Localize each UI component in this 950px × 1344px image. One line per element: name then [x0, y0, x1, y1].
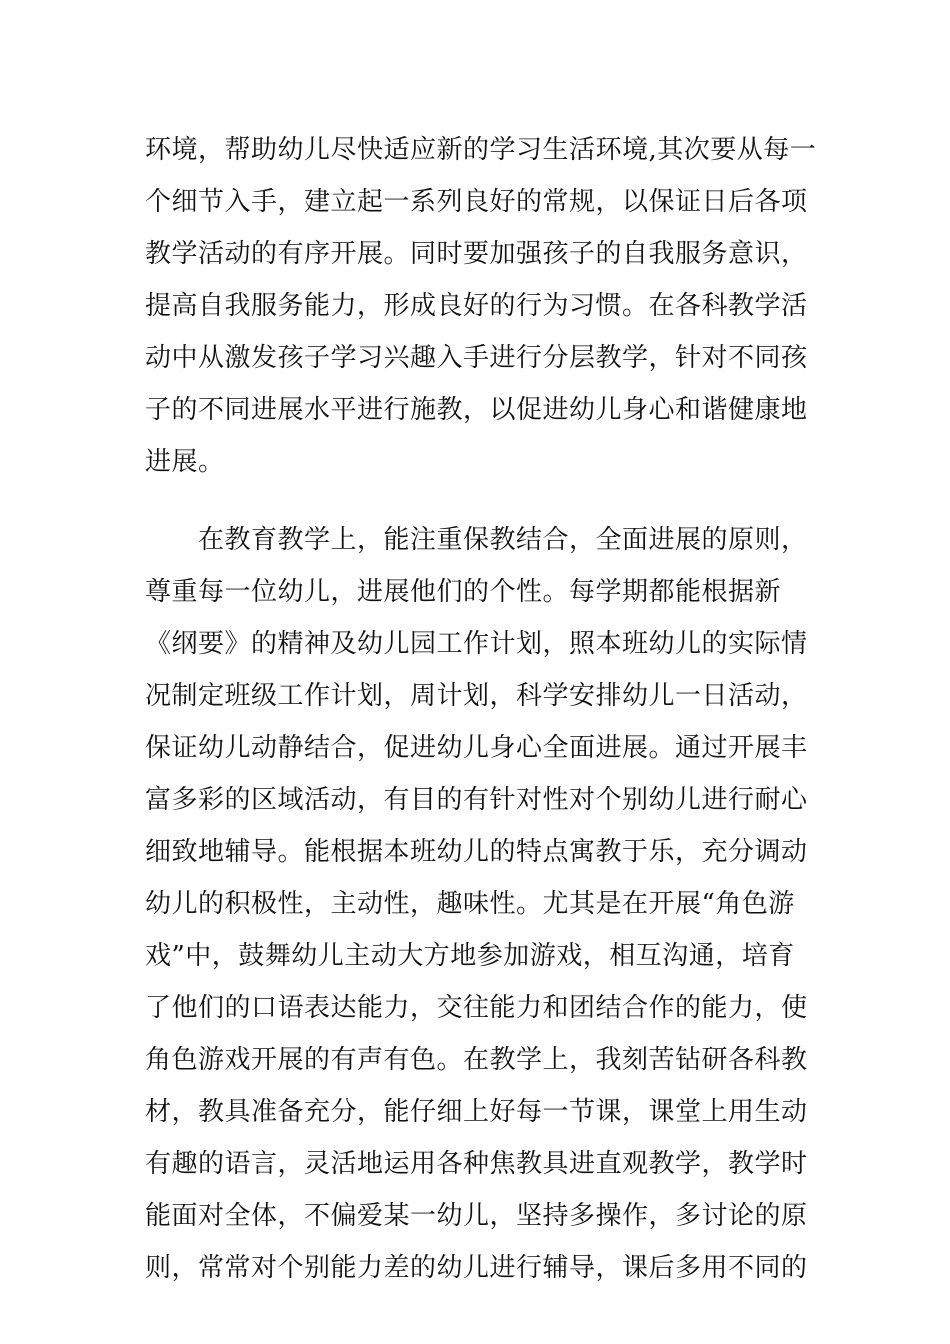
text-line: 有趣的语言，灵活地运用各种焦教具进直观教学，教学时	[145, 1149, 808, 1179]
text-line: 能面对全体，不偏爱某一幼儿，坚持多操作，多讨论的原	[145, 1201, 808, 1231]
text-line: 况制定班级工作计划，周计划，科学安排幼儿一日活动，	[145, 681, 808, 711]
paragraph-2	[145, 514, 815, 1294]
text-line: 《纲要》的精神及幼儿园工作计划，照本班幼儿的实际情	[145, 629, 808, 659]
text-line: 富多彩的区域活动，有目的有针对性对个别幼儿进行耐心	[145, 785, 808, 815]
text-line: 则，常常对个别能力差的幼儿进行辅导，课后多用不同的	[145, 1253, 808, 1283]
text-line: 提高自我服务能力，形成良好的行为习惯。在各科教学活	[145, 291, 808, 321]
text-line: 环境，帮助幼儿尽快适应新的学习生活环境,其次要从每一	[145, 135, 817, 165]
text-line: 了他们的口语表达能力，交往能力和团结合作的能力，使	[145, 993, 808, 1023]
text-line: 角色游戏开展的有声有色。在教学上，我刻苦钻研各科教	[145, 1045, 808, 1075]
paragraph-gap	[145, 488, 815, 514]
paragraph-1	[145, 124, 815, 488]
text-line: 幼儿的积极性，主动性，趣味性。尤其是在开展“角色游	[145, 889, 795, 919]
text-line: 教学活动的有序开展。同时要加强孩子的自我服务意识，	[145, 239, 808, 269]
text-line: 个细节入手，建立起一系列良好的常规，以保证日后各项	[145, 187, 808, 217]
document-body	[145, 124, 815, 1294]
text-line: 子的不同进展水平进行施教，以促进幼儿身心和谐健康地	[145, 395, 808, 425]
text-line: 动中从激发孩子学习兴趣入手进行分层教学，针对不同孩	[145, 343, 808, 373]
text-line: 在教育教学上，能注重保教结合，全面进展的原则，	[145, 525, 808, 555]
text-line: 尊重每一位幼儿，进展他们的个性。每学期都能根据新	[145, 577, 782, 607]
text-line: 戏”中，鼓舞幼儿主动大方地参加游戏，相互沟通，培育	[145, 941, 795, 971]
text-line: 材，教具准备充分，能仔细上好每一节课，课堂上用生动	[145, 1097, 808, 1127]
text-line: 细致地辅导。能根据本班幼儿的特点寓教于乐，充分调动	[145, 837, 808, 867]
text-line: 保证幼儿动静结合，促进幼儿身心全面进展。通过开展丰	[145, 733, 808, 763]
text-line: 进展。	[145, 447, 225, 477]
